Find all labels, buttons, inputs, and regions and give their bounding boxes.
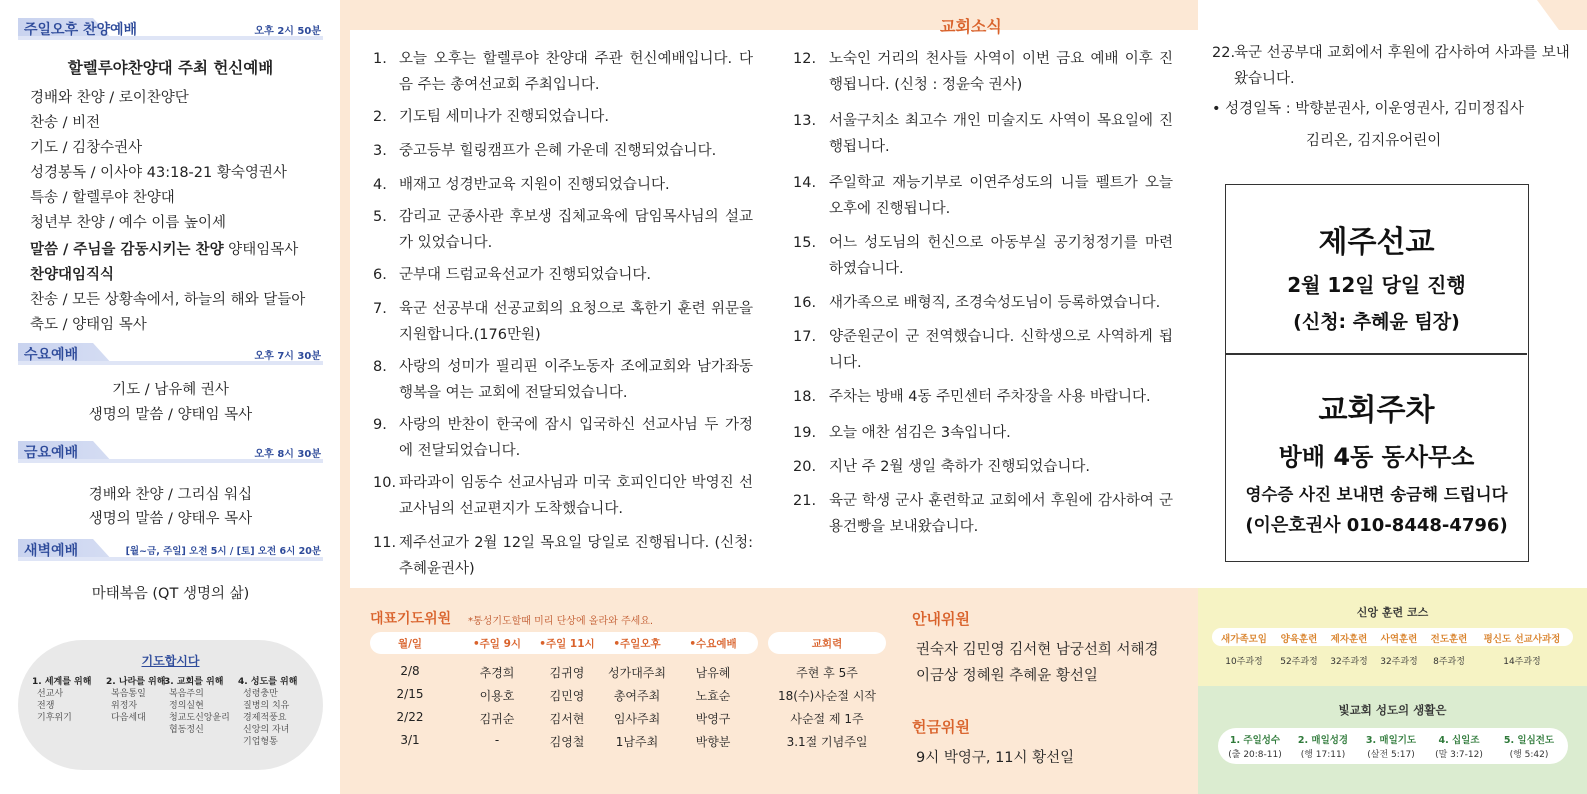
choir-ordination: 찬양대임직식 [30, 267, 115, 283]
prayer-item: 다음세대 [111, 713, 146, 723]
table-header: •수요예배 [689, 638, 737, 650]
table-cell: 임사주최 [613, 712, 661, 726]
table-header: •주일 11시 [539, 638, 595, 650]
parking-contact: (이은호권사 010-8448-4796) [1245, 515, 1508, 536]
news-text: 파라과이 임동수 선교사님과 미국 호피인디안 박영진 선교사님의 선교편지가 도착했습니다. [399, 475, 753, 517]
bible-reading-line: • 성경일독 : 박향분권사, 이운영권사, 김미정집사 [1212, 101, 1524, 117]
news-item [373, 412, 753, 464]
news-text: 사랑의 성미가 필리핀 이주노동자 조에교회와 남가좌동 행복을 여는 교회에 전달되었습니다. [399, 359, 753, 401]
prayer-item: 복음통일 [111, 689, 146, 699]
parking-location: 방배 4동 동사무소 [1278, 443, 1475, 471]
order-line: 기도 / 김창수권사 [30, 140, 143, 156]
news-number: 14. [793, 175, 817, 191]
order-line: 찬송 / 모든 상황속에서, 하늘의 해와 달들아 [30, 292, 306, 308]
prayer-item: 위정자 [111, 701, 138, 711]
news-item [373, 172, 753, 198]
section-time: 오후 8시 30분 [254, 448, 321, 460]
news-text: 양준원군이 군 전역했습니다. 신학생으로 사역하게 됩니다. [829, 329, 1173, 371]
table-cell: 총여주최 [613, 689, 661, 703]
news-text: 제주선교가 2월 12일 목요일 당일로 진행됩니다. (신청: 추혜윤권사) [399, 535, 753, 577]
offering-title: 헌금위원 [912, 718, 970, 736]
news-item [373, 354, 753, 406]
table-cell: 노효순 [695, 689, 731, 703]
table-header: 월/일 [397, 638, 423, 650]
life-habit-verse: (말 3:7-12) [1435, 750, 1483, 760]
order-line: 경배와 찬양 / 그리심 워십 [88, 487, 253, 503]
prayer-item: 기후위기 [37, 713, 72, 723]
training-course-name: 사역훈련 [1380, 634, 1418, 645]
corner-decoration [1507, 0, 1587, 30]
news-text: 새가족으로 배형직, 조경숙성도님이 등록하였습니다. [829, 295, 1161, 311]
life-habit-name: 3. 매일기도 [1365, 735, 1417, 746]
table-cell: 성가대주최 [608, 666, 666, 680]
life-habit-verse: (출 20:8-11) [1228, 750, 1282, 760]
table-cell: 주현 후 5주 [796, 666, 858, 680]
section-dawn [18, 539, 323, 561]
section-time: 오후 2시 50분 [254, 25, 321, 37]
prayer-item: 신앙의 자녀 [243, 725, 290, 735]
news-number: 21. [793, 493, 817, 509]
life-habit-name: 4. 십일조 [1438, 735, 1480, 746]
news-text: 서울구치소 최고수 개인 미술지도 사역이 목요일에 진행됩니다. [829, 113, 1173, 155]
news-number: 15. [793, 235, 817, 251]
news-item [373, 204, 753, 256]
order-line: 기도 / 남유혜 권사 [112, 382, 229, 398]
news-number: 19. [793, 425, 817, 441]
news-item [793, 290, 1173, 316]
news-text: 육군 선공부대 선공교회의 요청으로 혹한기 훈련 위문을 지원합니다.(176만원) [399, 301, 753, 343]
notice-box [1225, 184, 1529, 562]
prayer-item: 복음주의 [169, 689, 204, 699]
section-title: 수요예배 [24, 347, 79, 363]
section-title: 주일오후 찬양예배 [24, 22, 138, 38]
section-title: 새벽예배 [24, 543, 79, 559]
news-text: 오늘 애찬 섬김은 3속입니다. [829, 425, 1011, 441]
prayer-item: 성령충만 [243, 689, 278, 699]
committee-panel [340, 588, 1198, 794]
news-number: 3. [373, 143, 387, 159]
news-text: 지난 주 2월 생일 축하가 진행되었습니다. [829, 459, 1090, 475]
news-number: 2. [373, 109, 387, 125]
section-title: 금요예배 [24, 445, 79, 461]
order-line: 생명의 말씀 / 양태우 목사 [88, 511, 253, 527]
life-habit-verse: (행 17:11) [1300, 750, 1346, 760]
news-number: 5. [373, 209, 387, 225]
news-item [373, 104, 753, 130]
training-course-length: 32주과정 [1330, 657, 1368, 667]
training-course-panel [1198, 588, 1587, 686]
news-text: 감리교 군종사관 후보생 집체교육에 담임목사님의 설교가 있었습니다. [399, 209, 753, 251]
table-cell: 18(수)사순절 시작 [778, 689, 876, 703]
news-item [373, 470, 753, 522]
table-cell: 추경희 [479, 666, 515, 680]
table-header: •주일오후 [613, 638, 661, 650]
box-divider [1226, 353, 1527, 355]
news-number: 18. [793, 389, 817, 405]
news-text: 주일학교 재능기부로 이연주성도의 니들 펠트가 오늘 오후에 진행됩니다. [829, 175, 1173, 217]
news-item [793, 488, 1173, 540]
ushers-line: 이금상 정혜원 추혜윤 황선일 [916, 668, 1098, 684]
news-item [793, 170, 1173, 222]
news-number: 6. [373, 267, 387, 283]
news-item [1212, 40, 1572, 92]
order-line: 생명의 말씀 / 양태임 목사 [88, 407, 253, 423]
parking-title: 교회주차 [1318, 393, 1435, 428]
sermon-preacher: 양태임목사 [223, 242, 299, 258]
table-cell: 3.1절 기념주일 [786, 735, 868, 749]
training-course-length: 52주과정 [1280, 657, 1318, 667]
news-item [793, 384, 1173, 410]
bible-reading-line: 김리온, 김지유어린이 [1306, 133, 1442, 149]
prayer-item: 경제적풍요 [243, 713, 287, 723]
prayer-column [238, 676, 308, 748]
news-item [793, 108, 1173, 160]
ushers-line: 권숙자 김민영 김서현 남궁선희 서해경 [916, 642, 1159, 658]
news-item [793, 454, 1173, 480]
section-time: [월~금, 주일] 오전 5시 / [토] 오전 6시 20분 [125, 546, 321, 557]
prayer-title: 기도합시다 [141, 654, 200, 668]
section-wednesday [18, 343, 323, 365]
training-course-length: 8주과정 [1433, 657, 1465, 667]
section-sunday-afternoon [18, 18, 323, 40]
order-line: 성경봉독 / 이사야 43:18-21 황숙영권사 [30, 165, 287, 181]
table-cell: 박영구 [695, 712, 731, 726]
news-item [373, 138, 753, 164]
training-course-length: 32주과정 [1380, 657, 1418, 667]
news-number: 11. [373, 535, 397, 551]
prayer-item: 전쟁 [37, 701, 55, 711]
order-line: 특송 / 할렐루야 찬양대 [30, 190, 175, 206]
offering-line: 9시 박영구, 11시 황선일 [916, 750, 1075, 766]
order-line: 찬송 / 비전 [30, 115, 101, 131]
news-number: 16. [793, 295, 817, 311]
prayer-column [32, 676, 102, 724]
news-item [373, 296, 753, 348]
section-friday [18, 441, 323, 463]
prayer-topics [18, 640, 323, 770]
training-course-length: 14주과정 [1503, 657, 1541, 667]
news-text: 어느 성도님의 헌신으로 아동부실 공기청정기를 마련하였습니다. [829, 235, 1173, 277]
order-line: 마태복음 (QT 생명의 삶) [91, 586, 250, 602]
table-date-cell: 2/15 [396, 687, 424, 701]
section-time: 오후 7시 30분 [254, 350, 321, 362]
news-number: 22. [1212, 45, 1236, 61]
news-text: 오늘 오후는 할렐루야 찬양대 주관 헌신예배입니다. 다음 주는 총여선교회 주최입니다. [399, 51, 753, 93]
table-cell: 김서현 [549, 712, 585, 726]
table-date-cell: 2/22 [396, 710, 424, 724]
table-cell: 남유혜 [695, 666, 731, 680]
training-title: 신앙 훈련 코스 [1356, 606, 1429, 619]
news-continued-panel [1198, 0, 1587, 588]
news-item [373, 46, 753, 98]
church-news-panel [340, 0, 1198, 588]
prayer-item: 질병의 치유 [243, 701, 290, 711]
table-cell: 이용호 [479, 689, 515, 703]
news-text: 노숙인 거리의 천사들 사역이 이번 금요 예배 이후 진행됩니다. (신청 : 정윤숙 권사) [829, 51, 1173, 93]
prayer-column-head: 2. 나라를 위해 [106, 677, 166, 687]
news-item [793, 230, 1173, 282]
news-number: 9. [373, 417, 387, 433]
prayer-item: 기업형통 [243, 737, 278, 747]
news-number: 12. [793, 51, 817, 67]
life-habit-name: 1. 주일성수 [1229, 735, 1281, 746]
news-item [373, 530, 753, 582]
table-date-cell: 2/8 [400, 664, 420, 678]
prayer-reps-title: 대표기도위원 [370, 611, 452, 627]
service-heading: 할렐루야찬양대 주최 헌신예배 [67, 59, 274, 77]
news-item [793, 324, 1173, 376]
prayer-reps-note: *통성기도할때 미리 단상에 올라와 주세요. [468, 616, 654, 627]
ushers-title: 안내위원 [912, 610, 970, 628]
news-text: 중고등부 힐링캠프가 은혜 가운데 진행되었습니다. [399, 143, 717, 159]
prayer-column [164, 676, 234, 736]
prayer-item: 청교도신앙윤리 [169, 713, 230, 723]
training-course-name: 새가족모임 [1221, 634, 1267, 645]
table-cell: 사순절 제 1주 [790, 712, 864, 726]
news-text: 배재고 성경반교육 지원이 진행되었습니다. [399, 177, 670, 193]
news-text: 군부대 드럼교육선교가 진행되었습니다. [399, 267, 651, 283]
table-cell: 김귀영 [549, 666, 585, 680]
prayer-item: 협동정신 [169, 725, 204, 735]
life-habit-verse: (행 5:42) [1509, 750, 1549, 760]
news-number: 10. [373, 475, 397, 491]
parking-refund: 영수증 사진 보내면 송금해 드립니다 [1245, 485, 1508, 504]
training-course-name: 전도훈련 [1430, 634, 1468, 645]
news-item [373, 262, 753, 288]
news-number: 7. [373, 301, 387, 317]
order-line: 경배와 찬양 / 로이찬양단 [30, 90, 189, 106]
life-title: 빛교회 성도의 생활은 [1338, 703, 1447, 717]
sermon-line [30, 238, 298, 259]
table-cell: 김귀순 [479, 712, 515, 726]
news-text: 육군 선공부대 교회에서 후원에 감사하여 사과를 보내왔습니다. [1234, 45, 1570, 87]
prayer-item: 정의실현 [169, 701, 204, 711]
news-title: 교회소식 [940, 17, 1002, 36]
prayer-column-head: 1. 세계를 위해 [32, 677, 92, 687]
order-line: 축도 / 양태임 목사 [30, 317, 147, 333]
worship-schedule-column [0, 0, 340, 794]
prayer-column-head: 4. 성도를 위해 [238, 677, 298, 687]
sermon-title: 말씀 / 주님을 감동시키는 찬양 [30, 242, 224, 258]
training-course-name: 평신도 선교사과정 [1483, 634, 1561, 645]
news-text: 주차는 방배 4동 주민센터 주차장을 사용 바랍니다. [829, 389, 1151, 405]
table-cell: 1남주최 [615, 735, 659, 749]
training-course-name: 제자훈련 [1330, 634, 1368, 645]
table-header: 교회력 [811, 638, 843, 650]
table-cell: 김민영 [549, 689, 585, 703]
prayer-item: 선교사 [37, 689, 64, 699]
table-header: •주일 9시 [472, 638, 522, 650]
life-habit-verse: (살전 5:17) [1367, 750, 1415, 760]
news-text: 육군 학생 군사 훈련학교 교회에서 후원에 감사하여 군용건빵을 보내왔습니다. [829, 493, 1173, 535]
prayer-column-head: 3. 교회를 위해 [164, 677, 224, 687]
table-cell: 박향분 [695, 735, 731, 749]
table-cell: - [494, 733, 500, 747]
training-course-name: 양육훈련 [1280, 634, 1318, 645]
jeju-mission-title: 제주선교 [1318, 225, 1435, 260]
news-number: 13. [793, 113, 817, 129]
news-text: 사랑의 반찬이 한국에 잠시 입국하신 선교사님 두 가정에 전달되었습니다. [399, 417, 753, 459]
jeju-mission-contact: (신청: 추혜윤 팀장) [1293, 311, 1460, 333]
news-number: 4. [373, 177, 387, 193]
news-number: 17. [793, 329, 817, 345]
news-number: 8. [373, 359, 387, 375]
life-habit-name: 2. 매일성경 [1297, 735, 1349, 746]
order-line: 청년부 찬양 / 예수 이름 높이세 [30, 215, 227, 231]
life-habit-name: 5. 일심전도 [1503, 735, 1555, 746]
news-number: 20. [793, 459, 817, 475]
news-number: 1. [373, 51, 387, 67]
believer-life-panel [1198, 686, 1587, 794]
news-item [793, 420, 1173, 446]
training-course-length: 10주과정 [1225, 657, 1263, 667]
news-item [793, 46, 1173, 98]
jeju-mission-date: 2월 12일 당일 진행 [1287, 273, 1466, 297]
news-text: 기도팀 세미나가 진행되었습니다. [399, 109, 609, 125]
table-date-cell: 3/1 [400, 733, 420, 747]
table-cell: 김영철 [549, 735, 585, 749]
